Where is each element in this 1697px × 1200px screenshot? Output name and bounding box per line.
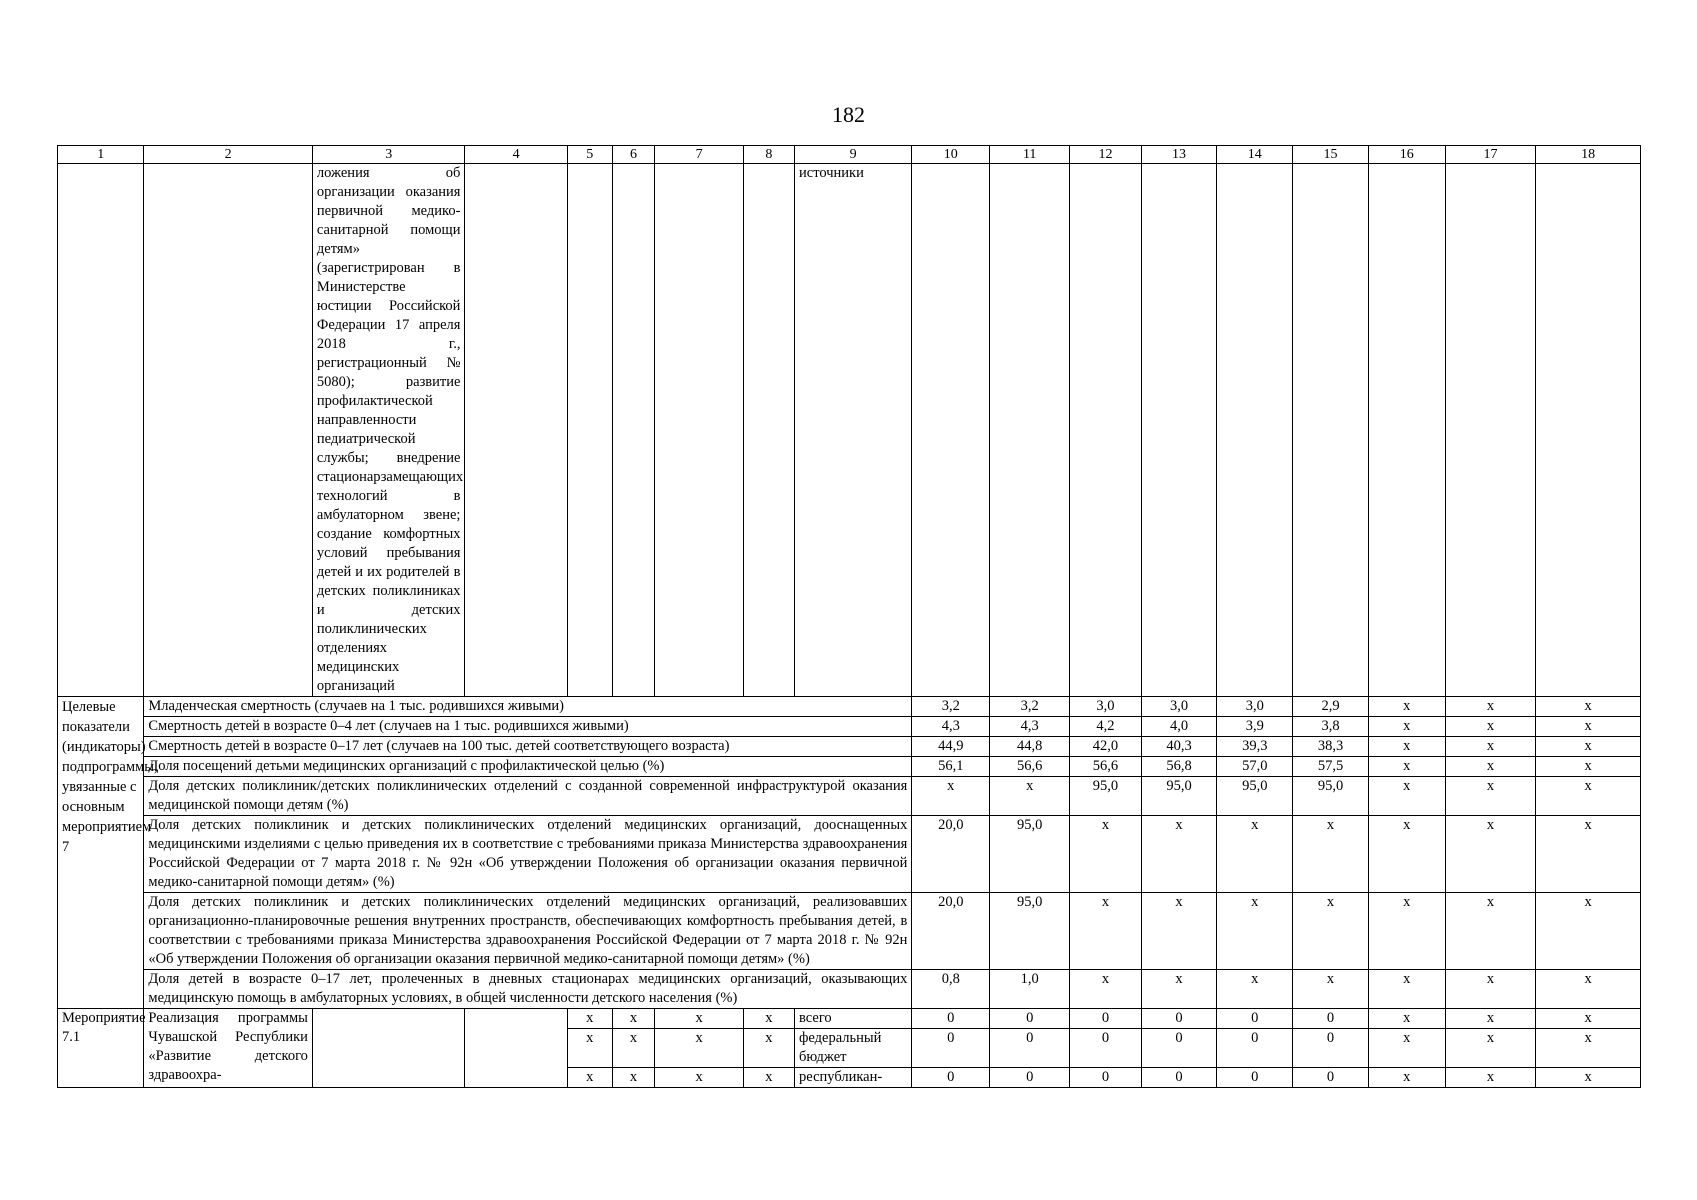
target-value: 3,0 [1217,697,1293,717]
target-value: 4,0 [1141,717,1217,737]
code-cell: x [612,1068,655,1088]
target-value: x [1368,816,1445,893]
target-value: x [1445,737,1536,757]
target-row [58,717,1641,737]
target-name: Младенческая смертность (случаев на 1 тыс. родившихся живыми) [144,697,912,717]
funding-source: всего [795,1009,912,1029]
measure-row [58,1009,1641,1029]
target-row [58,777,1641,816]
target-value: x [1445,697,1536,717]
cell-empty [1368,164,1445,697]
target-name: Доля посещений детьми медицинских организаций с профилактической целью (%) [144,757,912,777]
continuation-row [58,164,1641,697]
target-value: 56,1 [912,757,990,777]
cell-empty [58,164,144,697]
code-cell: x [655,1068,744,1088]
header-cell: 12 [1070,146,1141,164]
program-table [57,145,1641,1088]
funding-value: x [1536,1068,1641,1088]
target-value: 20,0 [912,816,990,893]
funding-value: 0 [912,1029,990,1068]
measure-name: Реализация программы Чувашской Республики «Развитие детского здравоохра- [144,1009,313,1088]
target-value: x [1536,717,1641,737]
target-value: 95,0 [990,816,1070,893]
target-value: x [1445,893,1536,970]
funding-value: 0 [1217,1068,1293,1088]
measure-label: Мероприятие 7.1 [58,1009,144,1088]
target-row [58,697,1641,717]
funding-source: республикан- [795,1068,912,1088]
target-value: x [1536,757,1641,777]
target-value: x [1141,816,1217,893]
header-cell: 11 [990,146,1070,164]
cell-empty [912,164,990,697]
cell-empty [743,164,794,697]
target-value: x [1070,816,1141,893]
target-value: 95,0 [1217,777,1293,816]
target-value: 95,0 [1141,777,1217,816]
target-row [58,970,1641,1009]
target-value: 57,0 [1217,757,1293,777]
code-cell: x [655,1009,744,1029]
target-value: x [1445,717,1536,737]
code-cell: x [567,1068,612,1088]
code-cell: x [567,1009,612,1029]
target-row [58,816,1641,893]
target-value: x [1368,970,1445,1009]
cell-empty [1536,164,1641,697]
cell-empty [1293,164,1369,697]
funding-value: 0 [1217,1029,1293,1068]
funding-value: x [1445,1029,1536,1068]
header-cell: 4 [465,146,567,164]
header-cell: 3 [312,146,465,164]
target-value: x [1445,970,1536,1009]
target-name: Смертность детей в возрасте 0–4 лет (случаев на 1 тыс. родившихся живыми) [144,717,912,737]
cell-empty [312,1009,465,1088]
target-name: Доля детских поликлиник/детских поликлинических отделений с созданной современной инфраструктурой оказания медицинской помощи детям (%) [144,777,912,816]
target-value: x [1141,970,1217,1009]
header-cell: 17 [1445,146,1536,164]
cell-empty [1141,164,1217,697]
target-value: x [1445,816,1536,893]
funding-value: x [1368,1029,1445,1068]
funding-value: 0 [1217,1009,1293,1029]
header-cell: 9 [795,146,912,164]
code-cell: x [655,1029,744,1068]
funding-value: 0 [912,1068,990,1088]
target-name: Доля детских поликлиник и детских поликлинических отделений медицинских организаций, реализовавших организационно-планировочные решения внутренних пространств, обеспечивающих комфортность пребывания детей, в соответствии с требованиями приказа Министерства здравоохранения Российской Федерации от 7 марта 2018 г. № 92н «Об утверждении Положения об организации оказания первичной медико-санитарной помощи детям» (%) [144,893,912,970]
target-value: x [1141,893,1217,970]
cell-empty [612,164,655,697]
target-value: 2,9 [1293,697,1369,717]
cell-empty [1070,164,1141,697]
target-value: 3,8 [1293,717,1369,737]
target-value: x [1368,717,1445,737]
funding-value: x [1536,1009,1641,1029]
target-name: Смертность детей в возрасте 0–17 лет (случаев на 100 тыс. детей соответствующего возраста) [144,737,912,757]
funding-value: x [1368,1009,1445,1029]
cell-empty [1217,164,1293,697]
cell-empty [144,164,313,697]
header-cell: 13 [1141,146,1217,164]
target-value: x [1293,970,1369,1009]
target-value: 0,8 [912,970,990,1009]
target-value: x [1368,697,1445,717]
funding-value: 0 [1141,1068,1217,1088]
target-value: x [1536,893,1641,970]
target-value: x [1368,893,1445,970]
header-cell: 16 [1368,146,1445,164]
funding-value: 0 [912,1009,990,1029]
targets-label: Целевые показатели (индикаторы) подпрограммы, увязанные с основным мероприятием 7 [58,697,144,1009]
cell-empty [465,164,567,697]
funding-value: 0 [1293,1029,1369,1068]
cell-empty [465,1009,567,1088]
cell-empty [990,164,1070,697]
target-value: x [1217,970,1293,1009]
target-value: x [1293,816,1369,893]
target-value: x [1217,893,1293,970]
target-value: x [1293,893,1369,970]
target-value: 56,8 [1141,757,1217,777]
target-value: 95,0 [1070,777,1141,816]
funding-value: 0 [1070,1009,1141,1029]
header-cell: 14 [1217,146,1293,164]
target-value: x [1536,970,1641,1009]
page-number: 182 [832,102,865,127]
header-cell: 7 [655,146,744,164]
funding-value: 0 [1070,1068,1141,1088]
code-cell: x [612,1029,655,1068]
target-value: 38,3 [1293,737,1369,757]
target-value: x [1536,777,1641,816]
target-value: x [1536,697,1641,717]
target-value: 56,6 [990,757,1070,777]
target-value: x [990,777,1070,816]
measure-description: ложения об организации оказания первичной медико-санитарной помощи детям» (зарегистрирован в Министерстве юстиции Российской Федерации 17 апреля 2018 г., регистрационный № 5080); развитие профилактической направленности педиатрической службы; внедрение стационарзамещающих технологий в амбулаторном звене; создание комфортных условий пребывания детей и их родителей в детских поликлиниках и детских поликлинических отделениях медицинских организаций [312,164,465,697]
target-value: 3,2 [990,697,1070,717]
target-value: x [1368,737,1445,757]
target-value: x [1368,777,1445,816]
code-cell: x [612,1009,655,1029]
target-value: 4,2 [1070,717,1141,737]
target-value: x [1536,737,1641,757]
funding-value: 0 [1141,1029,1217,1068]
header-cell: 8 [743,146,794,164]
target-value: x [1070,893,1141,970]
header-row [58,146,1641,164]
target-value: 44,9 [912,737,990,757]
header-cell: 18 [1536,146,1641,164]
target-value: 3,0 [1141,697,1217,717]
funding-value: 0 [990,1068,1070,1088]
target-value: 42,0 [1070,737,1141,757]
target-value: 3,0 [1070,697,1141,717]
funding-value: x [1536,1029,1641,1068]
target-value: 95,0 [1293,777,1369,816]
funding-value: 0 [1070,1029,1141,1068]
target-value: 4,3 [912,717,990,737]
target-value: 20,0 [912,893,990,970]
header-cell: 6 [612,146,655,164]
header-cell: 10 [912,146,990,164]
target-value: 4,3 [990,717,1070,737]
header-cell: 1 [58,146,144,164]
target-value: x [1368,757,1445,777]
funding-value: 0 [990,1029,1070,1068]
cell-empty [1445,164,1536,697]
target-value: 95,0 [990,893,1070,970]
target-value: 3,9 [1217,717,1293,737]
target-name: Доля детских поликлиник и детских поликлинических отделений медицинских организаций, дооснащенных медицинскими изделиями с целью приведения их в соответствие с требованиями приказа Министерства здравоохранения Российской Федерации от 7 марта 2018 г. № 92н «Об утверждении Положения об организации оказания первичной медико-санитарной помощи детям» (%) [144,816,912,893]
header-cell: 2 [144,146,313,164]
code-cell: x [743,1029,794,1068]
target-row [58,757,1641,777]
target-name: Доля детей в возрасте 0–17 лет, пролеченных в дневных стационарах медицинских организаций, оказывающих медицинскую помощь в амбулаторных условиях, в общей численности детского населения (%) [144,970,912,1009]
target-value: x [912,777,990,816]
target-value: x [1445,777,1536,816]
cell-empty [567,164,612,697]
target-value: x [1536,816,1641,893]
target-value: 39,3 [1217,737,1293,757]
code-cell: x [743,1009,794,1029]
funding-value: x [1368,1068,1445,1088]
target-value: 3,2 [912,697,990,717]
code-cell: x [743,1068,794,1088]
code-cell: x [567,1029,612,1068]
funding-value: 0 [990,1009,1070,1029]
target-value: x [1445,757,1536,777]
funding-source: источники [795,164,912,697]
funding-value: 0 [1141,1009,1217,1029]
target-value: 57,5 [1293,757,1369,777]
target-row [58,737,1641,757]
funding-source: федеральный бюджет [795,1029,912,1068]
target-value: 44,8 [990,737,1070,757]
header-cell: 5 [567,146,612,164]
target-value: 40,3 [1141,737,1217,757]
funding-value: x [1445,1009,1536,1029]
header-cell: 15 [1293,146,1369,164]
target-value: 56,6 [1070,757,1141,777]
target-value: x [1070,970,1141,1009]
cell-empty [655,164,744,697]
target-value: 1,0 [990,970,1070,1009]
funding-value: 0 [1293,1009,1369,1029]
funding-value: 0 [1293,1068,1369,1088]
target-row [58,893,1641,970]
target-value: x [1217,816,1293,893]
funding-value: x [1445,1068,1536,1088]
